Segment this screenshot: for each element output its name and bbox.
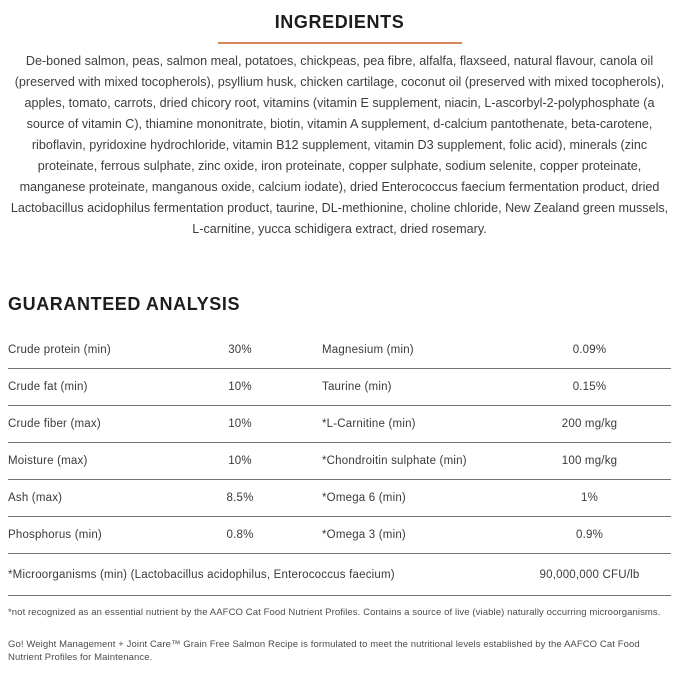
analysis-row-ash-omega6 [8,480,671,517]
nutrient-value: 10% [228,418,252,430]
nutrient-value: 1% [580,492,599,504]
nutrient-value: 8.5% [226,492,254,504]
nutrient-value: 90,000,000 CFU/lb [539,568,640,581]
accent-divider [218,42,462,44]
nutrient-label: Phosphorus (min) [8,529,102,541]
ingredients-title: INGREDIENTS [274,12,405,32]
ingredients-paragraph: De-boned salmon, peas, salmon meal, potatoes, chickpeas, pea fibre, alfalfa, flaxseed, natural flavour, canola oil (preserved with mixed tocopherols), psyllium husk, chicken cartilage, coconut oil (preserved with mixed tocopherols), apples, tomato, carrots, dried chicory root, vitamins (vitamin E supplement, niacin, L-ascorbyl-2-polyphosphate (a source of vitamin C), thiamine mononitrate, biotin, vitamin A supplement, d-calcium pantothenate, beta-carotene, riboflavin, pyridoxine hydrochloride, vitamin B12 supplement, vitamin D3 supplement, folic acid), minerals (zinc proteinate, ferrous sulphate, zinc oxide, iron proteinate, copper sulphate, sodium selenite, copper proteinate, manganese proteinate, manganous oxide, calcium iodate), dried Enterococcus faecium fermentation product, dried Lactobacillus acidophilus fermentation product, taurine, DL-methionine, choline chloride, New Zealand green mussels, L-carnitine, yucca schidigera extract, dried rosemary. [10,54,669,236]
ingredients-label-page [0,12,679,664]
nutrient-label: Crude protein (min) [8,344,111,356]
nutrient-label: Magnesium (min) [322,344,414,356]
nutrient-label: Taurine (min) [322,381,392,393]
guaranteed-analysis-title: GUARANTEED ANALYSIS [8,294,241,314]
nutrient-label: Ash (max) [8,492,63,504]
nutrient-value: 0.15% [572,381,607,393]
nutrient-label: *Omega 3 (min) [322,529,406,541]
analysis-row-moisture-chondroitin [8,443,671,480]
analysis-row-protein-magnesium [8,332,671,369]
aafco-statement: Go! Weight Management + Joint Care™ Grain Free Salmon Recipe is formulated to meet the nutritional levels established by the AAFCO Cat Food Nutrient Profiles for Maintenance. [8,639,640,663]
nutrient-value: 10% [228,381,252,393]
analysis-row-fiber-lcarnitine [8,406,671,443]
analysis-row-phosphorus-omega3 [8,517,671,554]
nutrient-value: 0.09% [572,344,607,356]
nutrient-value: 30% [228,344,252,356]
nutrient-label: Crude fat (min) [8,381,88,393]
nutrient-value: 0.8% [226,529,254,541]
nutrient-value: 100 mg/kg [561,455,618,467]
nutrient-label: *L-Carnitine (min) [322,418,416,430]
nutrient-label: Moisture (max) [8,455,88,467]
nutrient-label: *Microorganisms (min) (Lactobacillus acidophilus, Enterococcus faecium) [8,568,395,581]
nutrient-value: 10% [228,455,252,467]
asterisk-footnote: *not recognized as an essential nutrient by the AAFCO Cat Food Nutrient Profiles. Contains a source of live (viable) naturally occurring microorganisms. [8,607,661,618]
nutrient-value: 200 mg/kg [561,418,618,430]
nutrient-value: 0.9% [575,529,603,541]
nutrient-label: Crude fiber (max) [8,418,101,430]
analysis-row-microorganisms [8,554,671,596]
analysis-row-fat-taurine [8,369,671,406]
nutrient-label: *Chondroitin sulphate (min) [322,455,467,467]
guaranteed-analysis-table [8,332,671,596]
nutrient-label: *Omega 6 (min) [322,492,406,504]
